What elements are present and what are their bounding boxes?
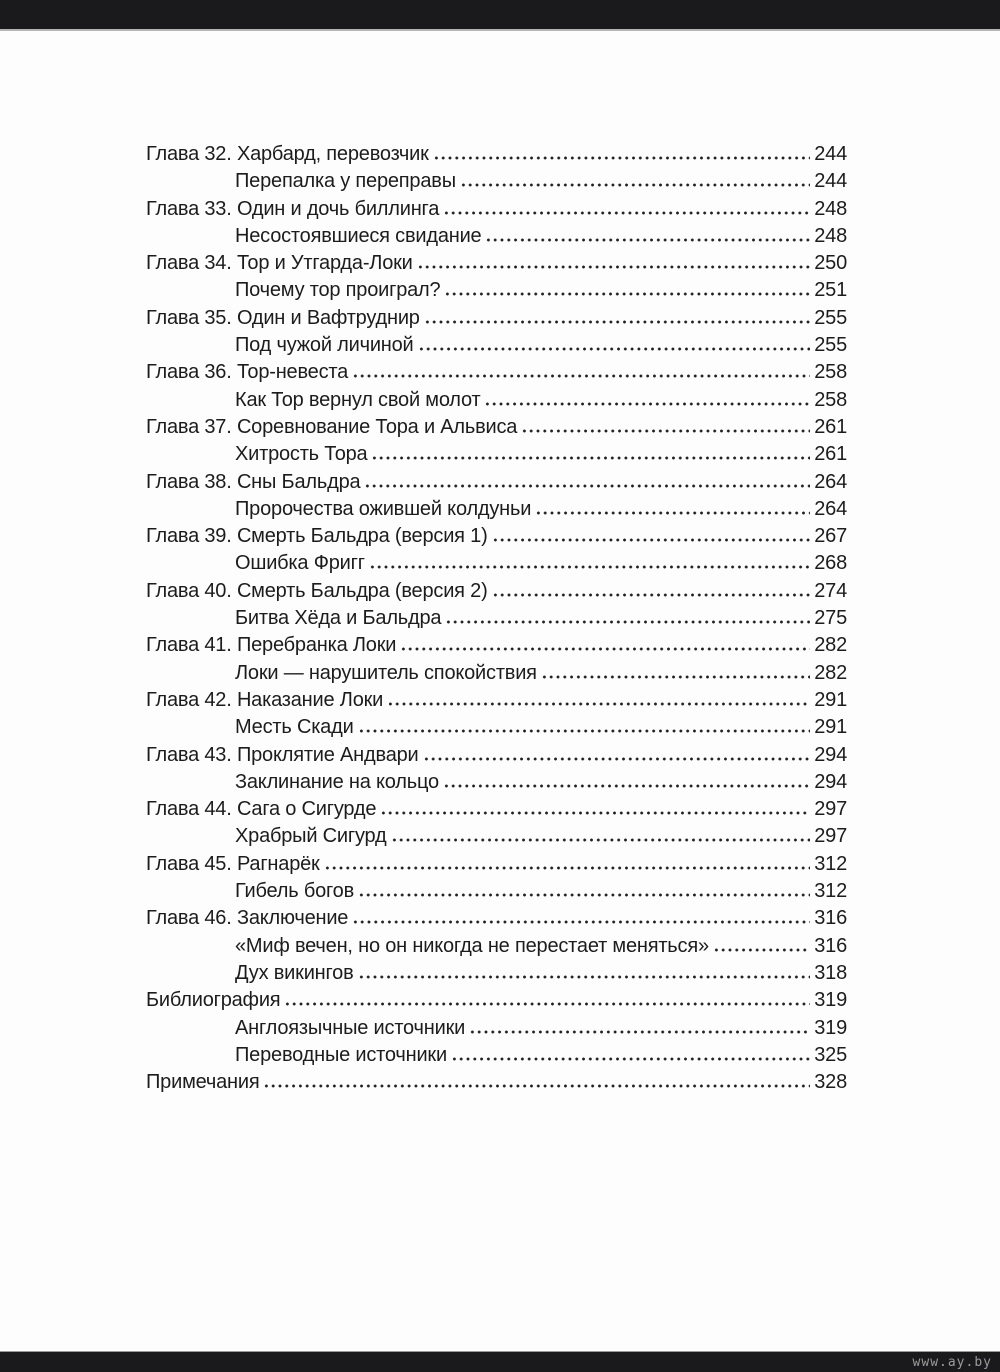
toc-entry-page-number: 312 — [814, 880, 847, 903]
dot-leader — [364, 480, 810, 488]
toc-entry-label: Под чужой личиной — [235, 334, 414, 357]
toc-entry — [146, 1044, 847, 1071]
toc-entry-label: Глава 33. Один и дочь биллинга — [146, 197, 440, 220]
toc-entry-label: Примечания — [146, 1071, 260, 1094]
toc-entry — [146, 416, 847, 443]
toc-entry — [146, 307, 847, 334]
toc-entry — [146, 252, 847, 279]
dot-leader — [352, 370, 810, 378]
toc-entry-page-number: 258 — [814, 388, 847, 411]
dot-leader — [492, 534, 811, 542]
toc-entry — [146, 143, 847, 170]
toc-entry-page-number: 258 — [814, 361, 847, 384]
toc-entry-page-number: 294 — [814, 743, 847, 766]
toc-entry-page-number: 255 — [814, 334, 847, 357]
bottom-scanner-bar — [0, 1351, 1000, 1372]
dot-leader — [358, 889, 810, 897]
top-scanner-bar — [0, 0, 1000, 31]
dot-leader — [324, 862, 811, 870]
dot-leader — [358, 971, 811, 979]
toc-entry-page-number: 291 — [814, 716, 847, 739]
toc-entry-label: Гибель богов — [235, 880, 354, 903]
toc-entry-page-number: 282 — [814, 634, 847, 657]
toc-entry — [146, 170, 847, 197]
toc-entry-page-number: 275 — [814, 607, 847, 630]
toc-entry — [146, 1017, 847, 1044]
toc-entry — [146, 771, 847, 798]
toc-entry-page-number: 282 — [814, 661, 847, 684]
toc-entry-page-number: 264 — [814, 497, 847, 520]
toc-entry — [146, 225, 847, 252]
dot-leader — [417, 261, 811, 269]
dot-leader — [352, 916, 810, 924]
dot-leader — [443, 207, 810, 215]
toc-entry-label: Почему тор проиграл? — [235, 279, 441, 302]
toc-entry — [146, 689, 847, 716]
toc-entry — [146, 389, 847, 416]
dot-leader — [521, 425, 810, 433]
toc-entry-page-number: 312 — [814, 852, 847, 875]
dot-leader — [492, 589, 811, 597]
book-page — [0, 31, 1000, 1351]
toc-entry-page-number: 325 — [814, 1043, 847, 1066]
dot-leader — [460, 179, 810, 187]
toc-entry-label: Глава 34. Тор и Утгарда-Локи — [146, 252, 413, 275]
toc-entry-page-number: 248 — [814, 224, 847, 247]
dot-leader — [391, 834, 811, 842]
toc-entry-page-number: 244 — [814, 170, 847, 193]
toc-entry-label: Глава 38. Сны Бальдра — [146, 470, 361, 493]
toc-entry — [146, 825, 847, 852]
toc-entry — [146, 471, 847, 498]
toc-entry-page-number: 319 — [814, 989, 847, 1012]
toc-entry-page-number: 316 — [814, 907, 847, 930]
toc-entry-page-number: 297 — [814, 825, 847, 848]
toc-entry-label: Глава 41. Перебранка Локи — [146, 634, 397, 657]
toc-entry-label: Хитрость Тора — [235, 443, 368, 466]
dot-leader — [400, 643, 810, 651]
dot-leader — [284, 998, 810, 1006]
toc-entry — [146, 361, 847, 388]
dot-leader — [713, 944, 810, 952]
toc-entry-label: Глава 45. Рагнарёк — [146, 852, 320, 875]
toc-entry-label: Ошибка Фригг — [235, 552, 365, 575]
toc-entry — [146, 744, 847, 771]
toc-entry-page-number: 294 — [814, 770, 847, 793]
toc-entry-label: «Миф вечен, но он никогда не перестает меняться» — [235, 934, 709, 957]
toc-entry-label: Англоязычные источники — [235, 1016, 466, 1039]
dot-leader — [485, 234, 810, 242]
toc-entry-page-number: 248 — [814, 197, 847, 220]
dot-leader — [535, 507, 810, 515]
toc-entry-page-number: 328 — [814, 1071, 847, 1094]
dot-leader — [369, 561, 810, 569]
toc-entry-label: Глава 32. Харбард, перевозчик — [146, 143, 429, 165]
toc-entry — [146, 525, 847, 552]
toc-entry-label: Несостоявшиеся свидание — [235, 224, 482, 247]
dot-leader — [387, 698, 810, 706]
toc-entry — [146, 552, 847, 579]
toc-entry-page-number: 274 — [814, 579, 847, 602]
toc-entry-page-number: 319 — [814, 1016, 847, 1039]
toc-entry-label: Храбрый Сигурд — [235, 825, 387, 848]
dot-leader — [451, 1053, 810, 1061]
dot-leader — [418, 343, 811, 351]
toc-entry-label: Перепалка у переправы — [235, 170, 456, 193]
toc-entry — [146, 716, 847, 743]
toc-entry-label: Заклинание на кольцо — [235, 770, 439, 793]
dot-leader — [484, 398, 810, 406]
toc-entry — [146, 198, 847, 225]
toc-entry — [146, 798, 847, 825]
toc-entry — [146, 989, 847, 1016]
toc-entry-label: Глава 35. Один и Вафтруднир — [146, 306, 420, 329]
toc-entry-page-number: 264 — [814, 470, 847, 493]
toc-entry-label: Локи — нарушитель спокойствия — [235, 661, 537, 684]
toc-entry-page-number: 297 — [814, 798, 847, 821]
toc-entry — [146, 607, 847, 634]
dot-leader — [423, 753, 811, 761]
dot-leader — [358, 725, 811, 733]
dot-leader — [424, 316, 811, 324]
dot-leader — [469, 1026, 810, 1034]
toc-entry — [146, 935, 847, 962]
dot-leader — [263, 1080, 810, 1088]
toc-entry-page-number: 244 — [814, 143, 847, 165]
toc-entry — [146, 634, 847, 661]
toc-entry-page-number: 261 — [814, 443, 847, 466]
toc-entry-page-number: 255 — [814, 306, 847, 329]
toc-entry-label: Глава 37. Соревнование Тора и Альвиса — [146, 415, 518, 438]
toc-entry-page-number: 251 — [814, 279, 847, 302]
watermark-text: www.ay.by — [912, 1354, 992, 1370]
toc-entry — [146, 962, 847, 989]
toc-entry-page-number: 250 — [814, 252, 847, 275]
toc-entry-label: Глава 40. Смерть Бальдра (версия 2) — [146, 579, 488, 602]
toc-entry-label: Глава 44. Сага о Сигурде — [146, 798, 377, 821]
toc-entry — [146, 880, 847, 907]
toc-entry-label: Пророчества ожившей колдуньи — [235, 497, 532, 520]
toc-entry-page-number: 291 — [814, 688, 847, 711]
dot-leader — [380, 807, 810, 815]
toc-entry-page-number: 268 — [814, 552, 847, 575]
toc-entry — [146, 853, 847, 880]
toc-entry-label: Библиография — [146, 989, 281, 1012]
dot-leader — [371, 452, 810, 460]
toc-entry-label: Глава 39. Смерть Бальдра (версия 1) — [146, 525, 488, 548]
table-of-contents — [146, 143, 847, 1098]
toc-entry-label: Битва Хёда и Бальдра — [235, 607, 442, 630]
dot-leader — [433, 152, 811, 160]
dot-leader — [443, 780, 810, 788]
toc-entry-label: Месть Скади — [235, 716, 354, 739]
toc-entry-page-number: 267 — [814, 525, 847, 548]
toc-entry-page-number: 318 — [814, 961, 847, 984]
toc-entry — [146, 1071, 847, 1098]
toc-entry-label: Глава 42. Наказание Локи — [146, 688, 384, 711]
toc-entry — [146, 498, 847, 525]
toc-entry-label: Глава 46. Заключение — [146, 907, 349, 930]
toc-entry-page-number: 316 — [814, 934, 847, 957]
toc-entry — [146, 334, 847, 361]
toc-entry-label: Переводные источники — [235, 1043, 447, 1066]
dot-leader — [445, 616, 810, 624]
toc-entry-label: Как Тор вернул свой молот — [235, 388, 481, 411]
toc-entry — [146, 443, 847, 470]
toc-entry — [146, 279, 847, 306]
toc-entry-label: Глава 36. Тор-невеста — [146, 361, 349, 384]
toc-entry-label: Глава 43. Проклятие Андвари — [146, 743, 419, 766]
dot-leader — [444, 288, 810, 296]
dot-leader — [541, 671, 810, 679]
toc-entry — [146, 907, 847, 934]
toc-entry — [146, 580, 847, 607]
toc-entry-label: Дух викингов — [235, 961, 354, 984]
toc-entry-page-number: 261 — [814, 415, 847, 438]
toc-entry — [146, 662, 847, 689]
